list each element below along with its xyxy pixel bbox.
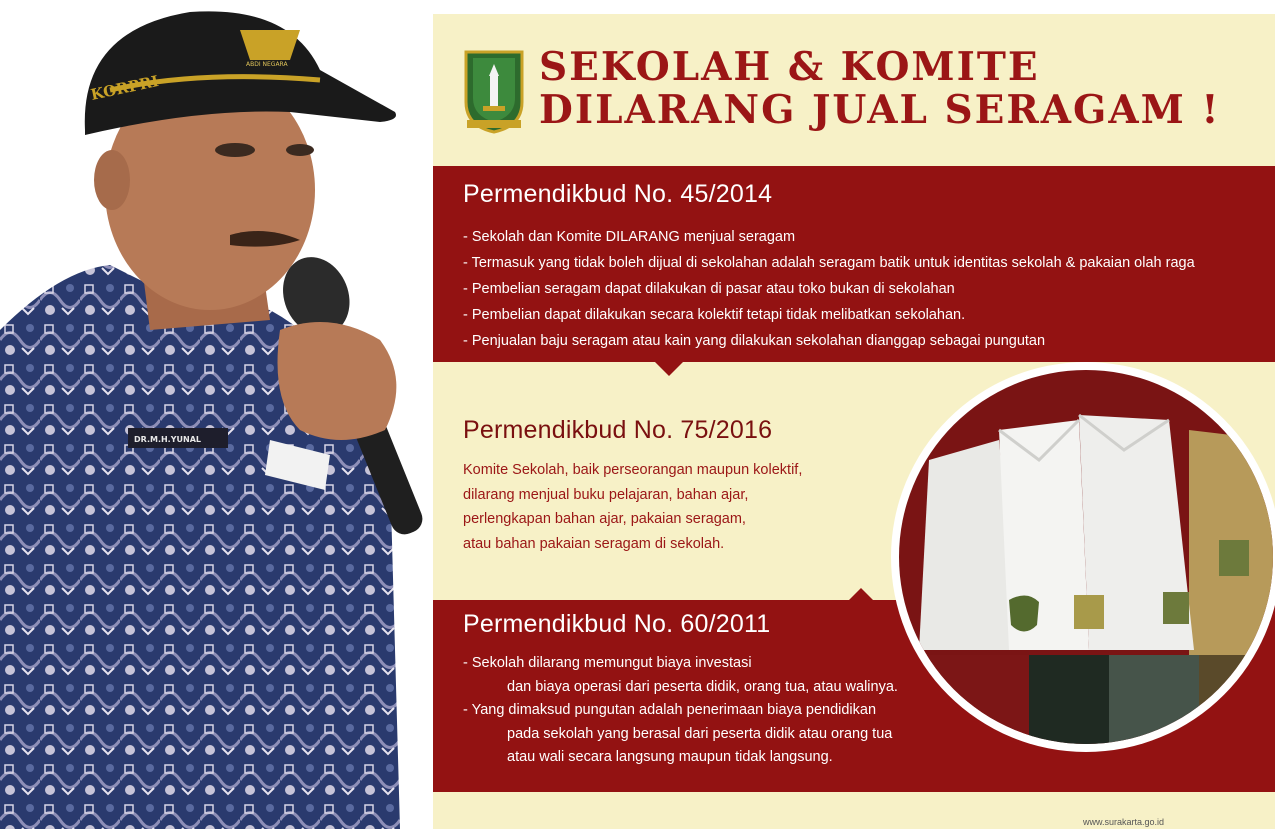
list-item — [463, 699, 898, 770]
section-3-list — [463, 652, 898, 770]
surakarta-emblem-icon — [463, 48, 525, 134]
band-pointer — [849, 588, 873, 600]
list-item-lead: - Yang dimaksud pungutan adalah penerimaan biaya pendidikan — [463, 702, 877, 718]
section-permendikbud-45-2014 — [433, 166, 1275, 362]
list-item: - Sekolah dan Komite DILARANG menjual seragam — [463, 229, 796, 245]
cap-text: KORPRI — [89, 71, 161, 104]
uniform-photo — [891, 362, 1275, 752]
cap-emblem-text: ABDI NEGARA — [246, 61, 288, 68]
section-1-title: Permendikbud No. 45/2014 — [463, 180, 773, 208]
speaker-photo — [0, 0, 430, 829]
body-line: perlengkapan bahan ajar, pakaian seragam, — [463, 511, 746, 527]
speaker-illustration — [0, 0, 430, 829]
list-item: - Pembelian seragam dapat dilakukan di pasar atau toko bukan di sekolahan — [463, 281, 955, 297]
body-line: Komite Sekolah, baik perseorangan maupun kolektif, — [463, 462, 803, 478]
body-line: atau bahan pakaian seragam di sekolah. — [463, 535, 725, 552]
name-tag: DR.M.H.YUNAL — [134, 435, 201, 444]
section-3-title: Permendikbud No. 60/2011 — [463, 610, 771, 638]
section-2-body — [463, 458, 883, 556]
uniforms-illustration — [899, 370, 1273, 744]
list-item-continuation: dan biaya operasi dari peserta didik, orang tua, atau walinya. — [507, 678, 898, 695]
poster — [433, 14, 1275, 829]
section-1-list — [463, 224, 1195, 354]
list-item — [463, 652, 898, 699]
poster-title — [539, 46, 1220, 132]
title-line-2: DILARANG JUAL SERAGAM ! — [539, 87, 1221, 133]
list-item-continuation: pada sekolah yang berasal dari peserta didik atau orang tua — [507, 725, 893, 742]
list-item: - Penjualan baju seragam atau kain yang dilakukan sekolahan dianggap sebagai pungutan — [463, 333, 1046, 349]
list-item-continuation: atau wali secara langsung maupun tidak langsung. — [507, 749, 833, 765]
body-line: dilarang menjual buku pelajaran, bahan ajar, — [463, 486, 749, 503]
poster-header — [433, 14, 1275, 164]
list-item: - Pembelian dapat dilakukan secara kolektif tetapi tidak melibatkan sekolahan. — [463, 307, 966, 323]
source-url: www.surakarta.go.id — [1083, 817, 1165, 827]
list-item: - Termasuk yang tidak boleh dijual di sekolahan adalah seragam batik untuk identitas sekolah & pakaian olah raga — [463, 255, 1195, 271]
list-item-lead: - Sekolah dilarang memungut biaya investasi — [463, 655, 752, 671]
title-line-1: SEKOLAH & KOMITE — [539, 44, 1040, 90]
section-2-title: Permendikbud No. 75/2016 — [463, 416, 773, 444]
